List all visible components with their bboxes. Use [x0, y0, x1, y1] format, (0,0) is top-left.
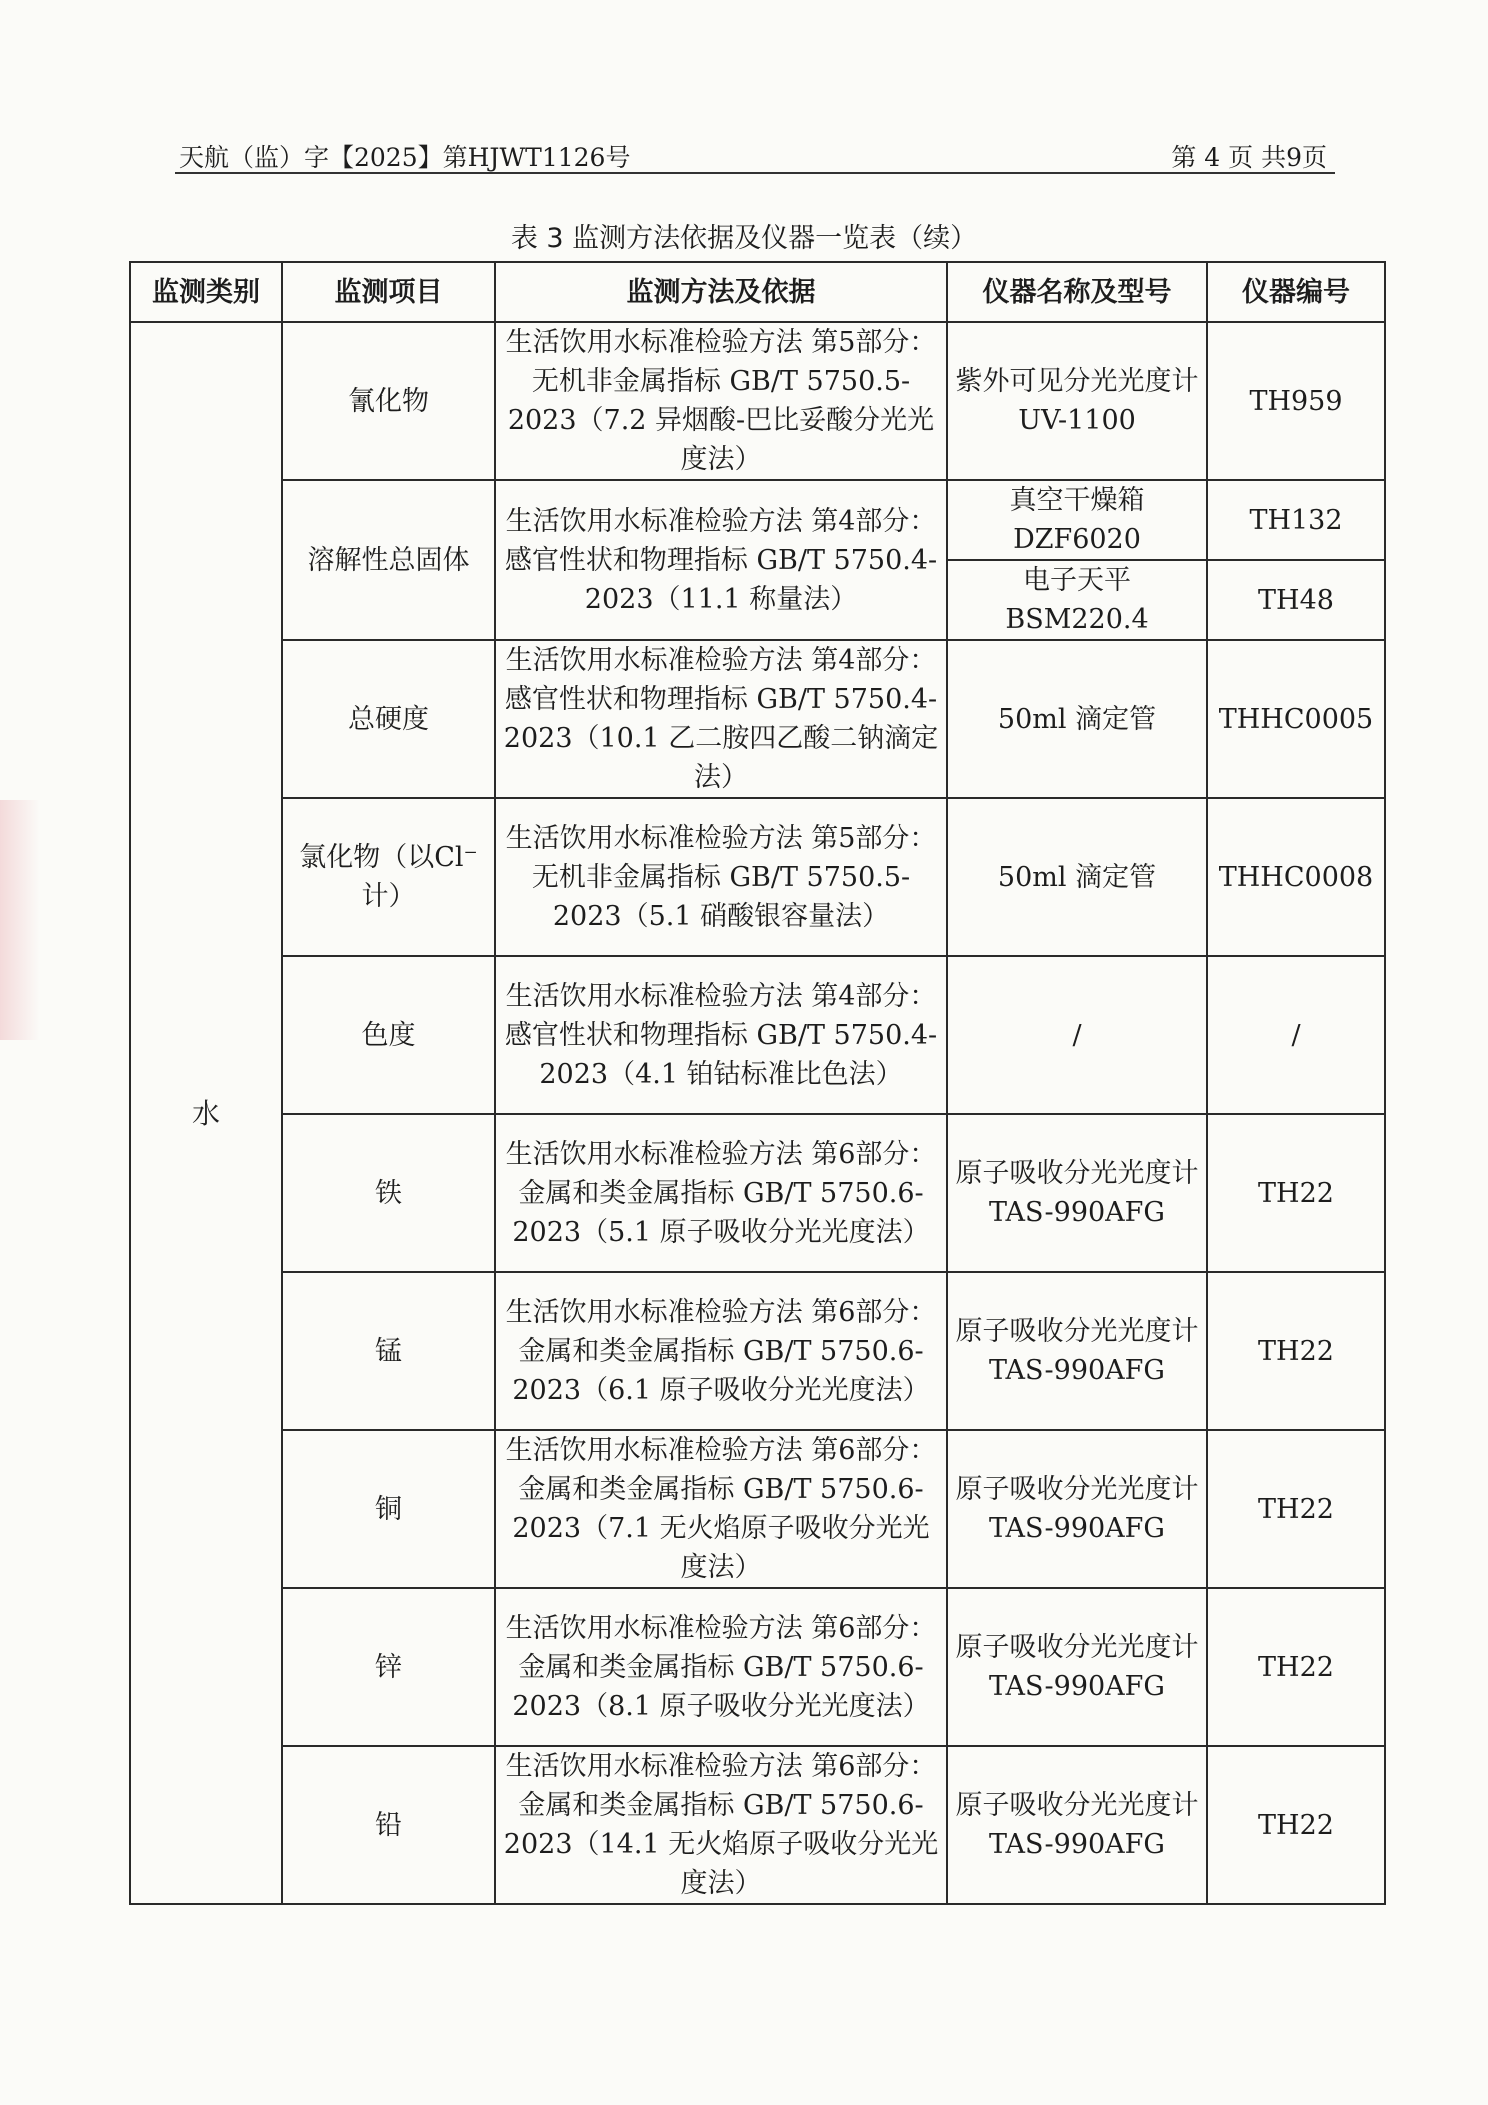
- item-cell: 铁: [282, 1114, 495, 1272]
- page-header: [175, 136, 1335, 174]
- method-cell: 生活饮用水标准检验方法 第6部分：金属和类金属指标 GB/T 5750.6-2023（5.1 原子吸收分光光度法）: [495, 1114, 947, 1272]
- instrument-id-cell: TH22: [1207, 1588, 1385, 1746]
- method-cell: 生活饮用水标准检验方法 第6部分：金属和类金属指标 GB/T 5750.6-2023（7.1 无火焰原子吸收分光光度法）: [495, 1430, 947, 1588]
- instrument-name-cell: 原子吸收分光光度计TAS-990AFG: [947, 1272, 1207, 1430]
- table-row: [130, 1430, 1385, 1588]
- instrument-name-cell: 真空干燥箱DZF6020: [947, 480, 1207, 560]
- instrument-name-cell: 原子吸收分光光度计TAS-990AFG: [947, 1114, 1207, 1272]
- instrument-name-cell: 50ml 滴定管: [947, 798, 1207, 956]
- instrument-id-cell: TH22: [1207, 1430, 1385, 1588]
- category-cell: 水: [130, 322, 282, 1904]
- instrument-id-cell: TH48: [1207, 560, 1385, 640]
- item-cell: 锰: [282, 1272, 495, 1430]
- table-header-row: [130, 262, 1385, 322]
- item-cell: 氯化物（以Cl⁻计）: [282, 798, 495, 956]
- table-row: [130, 1746, 1385, 1904]
- instrument-id-cell: TH22: [1207, 1114, 1385, 1272]
- col-header-instrument: 仪器名称及型号: [947, 262, 1207, 322]
- item-cell: 溶解性总固体: [282, 480, 495, 640]
- instrument-id-cell: THHC0008: [1207, 798, 1385, 956]
- table-row: [130, 480, 1385, 560]
- method-cell: 生活饮用水标准检验方法 第4部分：感官性状和物理指标 GB/T 5750.4-2023（10.1 乙二胺四乙酸二钠滴定法）: [495, 640, 947, 798]
- method-cell: 生活饮用水标准检验方法 第6部分：金属和类金属指标 GB/T 5750.6-2023（14.1 无火焰原子吸收分光光度法）: [495, 1746, 947, 1904]
- item-cell: 铜: [282, 1430, 495, 1588]
- instrument-id-cell: TH22: [1207, 1272, 1385, 1430]
- instrument-id-cell: TH22: [1207, 1746, 1385, 1904]
- table-row: [130, 956, 1385, 1114]
- table-row: [130, 322, 1385, 480]
- col-header-item: 监测项目: [282, 262, 495, 322]
- table-row: [130, 640, 1385, 798]
- method-cell: 生活饮用水标准检验方法 第6部分：金属和类金属指标 GB/T 5750.6-2023（8.1 原子吸收分光光度法）: [495, 1588, 947, 1746]
- seal-stamp-edge: [0, 800, 40, 1040]
- col-header-instrument-id: 仪器编号: [1207, 262, 1385, 322]
- instrument-id-cell: TH132: [1207, 480, 1385, 560]
- item-cell: 铅: [282, 1746, 495, 1904]
- method-cell: 生活饮用水标准检验方法 第6部分：金属和类金属指标 GB/T 5750.6-2023（6.1 原子吸收分光光度法）: [495, 1272, 947, 1430]
- instrument-name-cell: /: [947, 956, 1207, 1114]
- col-header-method: 监测方法及依据: [495, 262, 947, 322]
- method-cell: 生活饮用水标准检验方法 第4部分：感官性状和物理指标 GB/T 5750.4-2023（4.1 铂钴标准比色法）: [495, 956, 947, 1114]
- item-cell: 氰化物: [282, 322, 495, 480]
- method-cell: 生活饮用水标准检验方法 第5部分：无机非金属指标 GB/T 5750.5-2023（5.1 硝酸银容量法）: [495, 798, 947, 956]
- table-row: [130, 1114, 1385, 1272]
- method-cell: 生活饮用水标准检验方法 第5部分：无机非金属指标 GB/T 5750.5-2023（7.2 异烟酸-巴比妥酸分光光度法）: [495, 322, 947, 480]
- instrument-name-cell: 电子天平BSM220.4: [947, 560, 1207, 640]
- col-header-category: 监测类别: [130, 262, 282, 322]
- method-cell: 生活饮用水标准检验方法 第4部分：感官性状和物理指标 GB/T 5750.4-2023（11.1 称量法）: [495, 480, 947, 640]
- instrument-id-cell: THHC0005: [1207, 640, 1385, 798]
- table-row: [130, 1272, 1385, 1430]
- monitoring-methods-table: [129, 261, 1386, 1905]
- item-cell: 色度: [282, 956, 495, 1114]
- page-number: 第 4 页 共9页: [1171, 143, 1327, 172]
- table-row: [130, 798, 1385, 956]
- item-cell: 锌: [282, 1588, 495, 1746]
- instrument-name-cell: 50ml 滴定管: [947, 640, 1207, 798]
- instrument-name-cell: 原子吸收分光光度计TAS-990AFG: [947, 1746, 1207, 1904]
- item-cell: 总硬度: [282, 640, 495, 798]
- report-number: 天航（监）字【2025】第HJWT1126号: [179, 143, 631, 172]
- instrument-id-cell: TH959: [1207, 322, 1385, 480]
- instrument-id-cell: /: [1207, 956, 1385, 1114]
- table-caption: 表 3 监测方法依据及仪器一览表（续）: [510, 223, 978, 254]
- instrument-name-cell: 原子吸收分光光度计TAS-990AFG: [947, 1588, 1207, 1746]
- table-row: [130, 1588, 1385, 1746]
- instrument-name-cell: 原子吸收分光光度计TAS-990AFG: [947, 1430, 1207, 1588]
- instrument-name-cell: 紫外可见分光光度计UV-1100: [947, 322, 1207, 480]
